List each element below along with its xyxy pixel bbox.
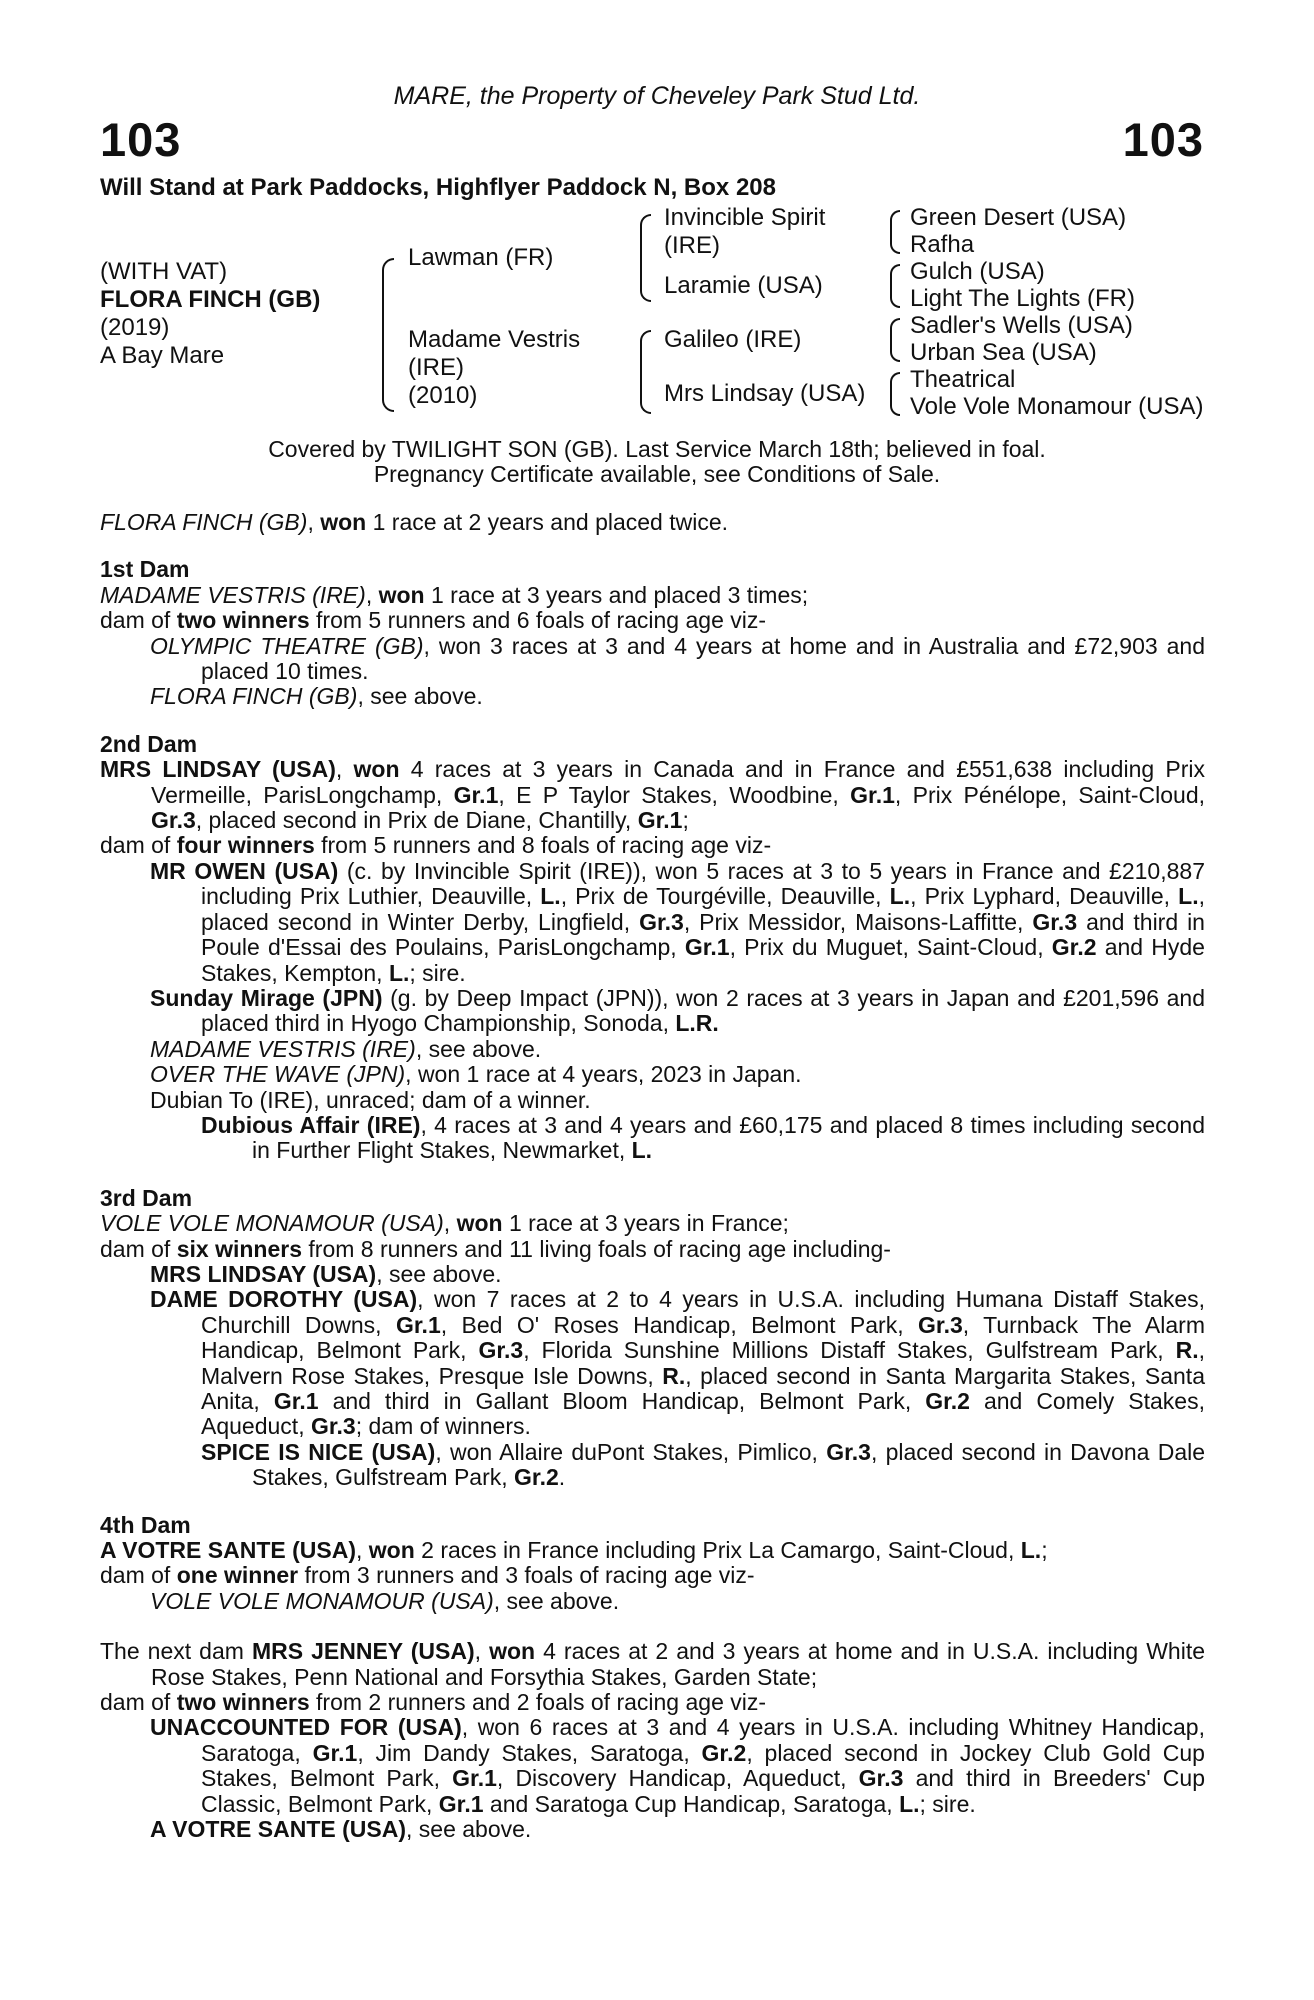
third-dam-grand-offspring: SPICE IS NICE (USA), won Allaire duPont Stakes, Pimlico, Gr.3, placed second in Davona Dale Stakes, Gulfstream Park, Gr.2. bbox=[201, 1438, 1206, 1491]
brace-g4 bbox=[890, 372, 900, 416]
brace-sire-parents bbox=[640, 214, 651, 302]
second-dam-produce: dam of four winners from 5 runners and 8 foals of racing age viz- bbox=[100, 832, 772, 859]
horse-description: A Bay Mare bbox=[100, 342, 225, 369]
dam-dam-name: Mrs Lindsay (USA) bbox=[664, 380, 866, 407]
second-dam-offspring-5: Dubian To (IRE), unraced; dam of a winner. bbox=[150, 1086, 591, 1113]
grandparent-2: Rafha bbox=[910, 231, 975, 258]
vat-label: (WITH VAT) bbox=[100, 258, 228, 285]
pedigree-details bbox=[100, 510, 1205, 1843]
stand-line: Will Stand at Park Paddocks, Highflyer Paddock N, Box 208 bbox=[100, 174, 776, 201]
brace-g2 bbox=[890, 264, 900, 308]
dam-origin: (IRE) bbox=[408, 354, 464, 381]
lot-number-left: 103 bbox=[100, 113, 182, 166]
covered-line-1: Covered by TWILIGHT SON (GB). Last Service March 18th; believed in foal. bbox=[268, 436, 1046, 462]
grandparent-6: Urban Sea (USA) bbox=[910, 339, 1097, 366]
second-dam-record: MRS LINDSAY (USA), won 4 races at 3 years in Canada and in France and £551,638 including Prix Vermeille, ParisLongchamp, Gr.1, E P Taylor Stakes, Woodbine, Gr.1, Prix Pénélope, Saint-Cloud, Gr.3, placed second in Prix de Diane, Chantilly, Gr.1; bbox=[100, 756, 1205, 834]
third-dam-produce: dam of six winners from 8 runners and 11 living foals of racing age including- bbox=[100, 1235, 891, 1262]
brace-sire-dam bbox=[382, 258, 394, 412]
horse-name: FLORA FINCH (GB) bbox=[100, 286, 321, 313]
third-dam-record: VOLE VOLE MONAMOUR (USA), won 1 race at 3 years in France; bbox=[100, 1210, 789, 1237]
dam-sire-name: Galileo (IRE) bbox=[664, 326, 802, 353]
second-dam-offspring-3: MADAME VESTRIS (IRE), see above. bbox=[150, 1035, 542, 1062]
brace-g1 bbox=[890, 210, 900, 254]
grandparent-7: Theatrical bbox=[910, 366, 1016, 393]
third-dam-heading: 3rd Dam bbox=[100, 1184, 193, 1211]
grandparent-5: Sadler's Wells (USA) bbox=[910, 312, 1133, 339]
first-dam-heading: 1st Dam bbox=[100, 556, 190, 583]
horse-year: (2019) bbox=[100, 314, 170, 341]
fourth-dam-heading: 4th Dam bbox=[100, 1511, 191, 1538]
dam-year: (2010) bbox=[408, 382, 478, 409]
grandparent-3: Gulch (USA) bbox=[910, 258, 1045, 285]
fourth-dam-offspring-1: VOLE VOLE MONAMOUR (USA), see above. bbox=[150, 1587, 620, 1614]
second-dam-offspring-2: Sunday Mirage (JPN) (g. by Deep Impact (JPN)), won 2 races at 3 years in Japan and £201,596 and placed third in Hyogo Championship, Sonoda, L.R. bbox=[150, 984, 1205, 1037]
first-dam-offspring-2: FLORA FINCH (GB), see above. bbox=[150, 683, 483, 710]
second-dam-offspring-4: OVER THE WAVE (JPN), won 1 race at 4 years, 2023 in Japan. bbox=[150, 1061, 802, 1088]
grandparent-8: Vole Vole Monamour (USA) bbox=[910, 393, 1204, 420]
covered-line-2: Pregnancy Certificate available, see Conditions of Sale. bbox=[373, 461, 941, 487]
first-dam-offspring-1: OLYMPIC THEATRE (GB), won 3 races at 3 and 4 years at home and in Australia and £72,903 and placed 10 times. bbox=[150, 632, 1206, 685]
second-dam-heading: 2nd Dam bbox=[100, 730, 198, 757]
sire-name: Lawman (FR) bbox=[408, 244, 554, 271]
brace-g3 bbox=[890, 318, 900, 362]
third-dam-offspring-1: MRS LINDSAY (USA), see above. bbox=[150, 1260, 502, 1287]
owner-line: MARE, the Property of Cheveley Park Stud Ltd. bbox=[393, 82, 921, 110]
fourth-dam-record: A VOTRE SANTE (USA), won 2 races in France including Prix La Camargo, Saint-Cloud, L.; bbox=[100, 1537, 1048, 1564]
first-dam-record: MADAME VESTRIS (IRE), won 1 race at 3 years and placed 3 times; bbox=[100, 581, 809, 608]
third-dam-offspring-2: DAME DOROTHY (USA), won 7 races at 2 to 4 years in U.S.A. including Humana Distaff Stakes, Churchill Downs, Gr.1, Bed O' Roses Handicap, Belmont Park, Gr.3, Turnback The Alarm Handicap, Belmont Park, Gr.3, Florida Sunshine Millions Distaff Stakes, Gulfstream Park, R., Malvern Rose Stakes, Presque Isle Downs, R., placed second in Santa Margarita Stakes, Santa Anita, Gr.1 and third in Gallant Bloom Handicap, Belmont Park, Gr.2 and Comely Stakes, Aqueduct, Gr.3; dam of winners. bbox=[150, 1286, 1206, 1440]
next-dam-record: The next dam MRS JENNEY (USA), won 4 races at 2 and 3 years at home and in U.S.A. including White Rose Stakes, Penn National and Forsythia Stakes, Garden State; bbox=[100, 1638, 1205, 1690]
next-dam-offspring-2: A VOTRE SANTE (USA), see above. bbox=[150, 1816, 532, 1843]
sire-sire-origin: (IRE) bbox=[664, 232, 720, 259]
grandparent-4: Light The Lights (FR) bbox=[910, 285, 1135, 312]
sire-sire-name: Invincible Spirit bbox=[664, 204, 826, 231]
dam-name: Madame Vestris bbox=[408, 326, 581, 353]
lot-number-right: 103 bbox=[1122, 113, 1204, 166]
next-dam-produce: dam of two winners from 2 runners and 2 foals of racing age viz- bbox=[100, 1689, 767, 1716]
spacer bbox=[100, 1614, 1205, 1639]
second-dam-offspring-1: MR OWEN (USA) (c. by Invincible Spirit (IRE)), won 5 races at 3 to 5 years in France and £210,887 including Prix Luthier, Deauville, L., Prix de Tourgéville, Deauville, L., Prix Lyphard, Deauville, L., placed second in Winter Derby, Lingfield, Gr.3, Prix Messidor, Maisons-Laffitte, Gr.3 and third in Poule d'Essai des Poulains, ParisLongchamp, Gr.1, Prix du Muguet, Saint-Cloud, Gr.2 and Hyde Stakes, Kempton, L.; sire. bbox=[150, 857, 1206, 986]
intro-paragraph: FLORA FINCH (GB), won 1 race at 2 years and placed twice. bbox=[100, 509, 729, 535]
first-dam-produce: dam of two winners from 5 runners and 6 foals of racing age viz- bbox=[100, 607, 767, 634]
second-dam-grand-offspring: Dubious Affair (IRE), 4 races at 3 and 4 years and £60,175 and placed 8 times including second in Further Flight Stakes, Newmarket, L. bbox=[201, 1111, 1205, 1164]
next-dam-offspring-1: UNACCOUNTED FOR (USA), won 6 races at 3 and 4 years in U.S.A. including Whitney Handicap, Saratoga, Gr.1, Jim Dandy Stakes, Saratoga, Gr.2, placed second in Jockey Club Gold Cup Stakes, Belmont Park, Gr.1, Discovery Handicap, Aqueduct, Gr.3 and third in Breeders' Cup Classic, Belmont Park, Gr.1 and Saratoga Cup Handicap, Saratoga, L.; sire. bbox=[150, 1714, 1206, 1817]
grandparent-1: Green Desert (USA) bbox=[910, 204, 1127, 231]
fourth-dam-produce: dam of one winner from 3 runners and 3 foals of racing age viz- bbox=[100, 1562, 755, 1589]
sire-dam-name: Laramie (USA) bbox=[664, 272, 823, 299]
brace-dam-parents bbox=[640, 330, 651, 414]
